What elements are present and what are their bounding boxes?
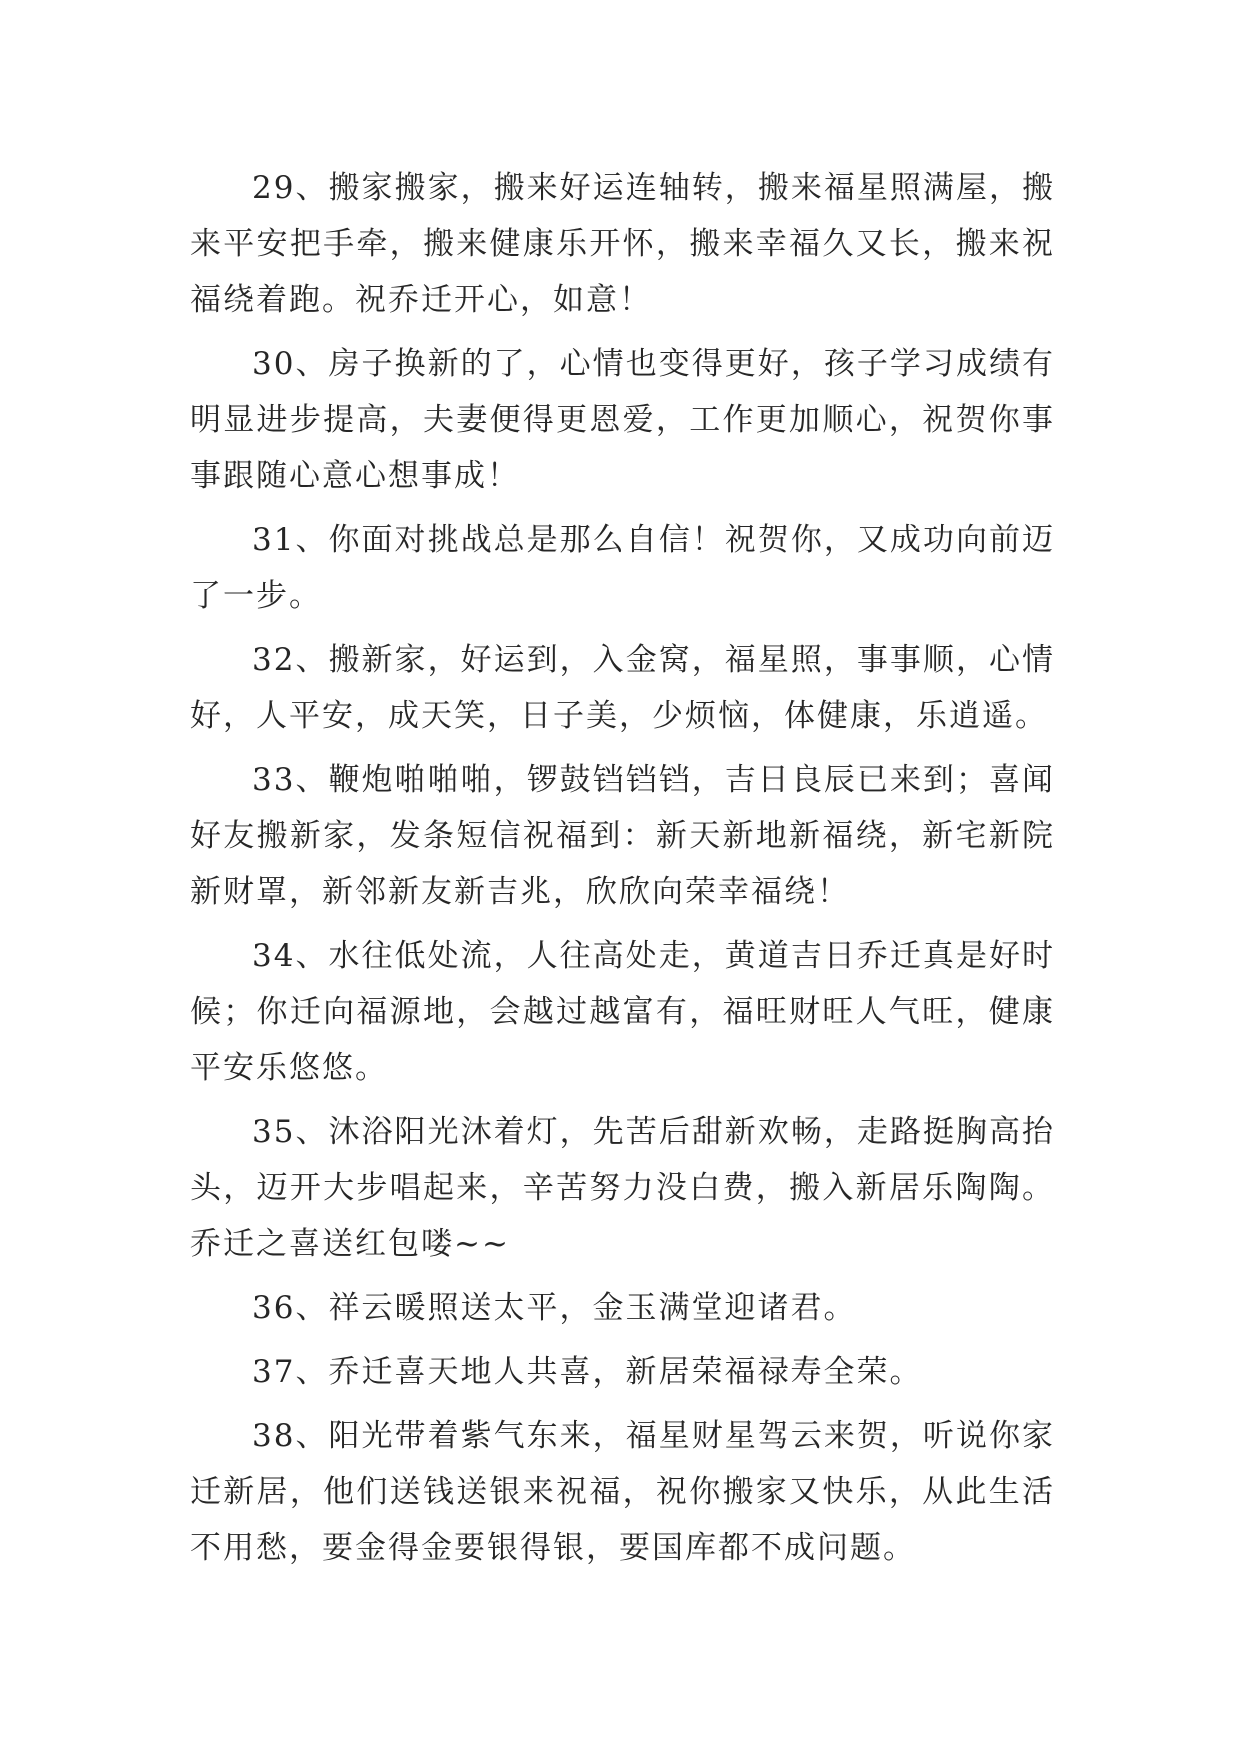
paragraph-37: 37、乔迁喜天地人共喜，新居荣福禄寿全荣。 [252,1354,923,1390]
paragraph-38: 38、阳光带着紫气东来，福星财星驾云来贺，听说你家迁新居，他们送钱送银来祝福，祝你搬家又快乐，从此生活不用愁，要金得金要银得银，要国库都不成问题。 [190,1418,1055,1566]
paragraph-35: 35、沐浴阳光沐着灯，先苦后甜新欢畅，走路挺胸高抬头，迈开大步唱起来，辛苦努力没白费，搬入新居乐陶陶。乔迁之喜送红包喽~~ [190,1114,1055,1262]
paragraph-29: 29、搬家搬家，搬来好运连轴转，搬来福星照满屋，搬来平安把手牵，搬来健康乐开怀，搬来幸福久又长，搬来祝福绕着跑。祝乔迁开心，如意！ [190,170,1055,318]
paragraph-32: 32、搬新家，好运到，入金窝，福星照，事事顺，心情好，人平安，成天笑，日子美，少烦恼，体健康，乐逍遥。 [190,642,1055,734]
paragraph-36: 36、祥云暖照送太平，金玉满堂迎诸君。 [252,1290,857,1326]
paragraph-33: 33、鞭炮啪啪啪，锣鼓铛铛铛，吉日良辰已来到；喜闻好友搬新家，发条短信祝福到：新天新地新福绕，新宅新院新财罩，新邻新友新吉兆，欣欣向荣幸福绕！ [190,762,1055,910]
paragraph-30: 30、房子换新的了，心情也变得更好，孩子学习成绩有明显进步提高，夫妻便得更恩爱，工作更加顺心，祝贺你事事跟随心意心想事成！ [190,346,1055,494]
paragraph-34: 34、水往低处流，人往高处走，黄道吉日乔迁真是好时候；你迁向福源地，会越过越富有，福旺财旺人气旺，健康平安乐悠悠。 [190,938,1055,1086]
document-body [190,160,1055,1584]
paragraph-31: 31、你面对挑战总是那么自信！祝贺你，又成功向前迈了一步。 [190,522,1055,614]
